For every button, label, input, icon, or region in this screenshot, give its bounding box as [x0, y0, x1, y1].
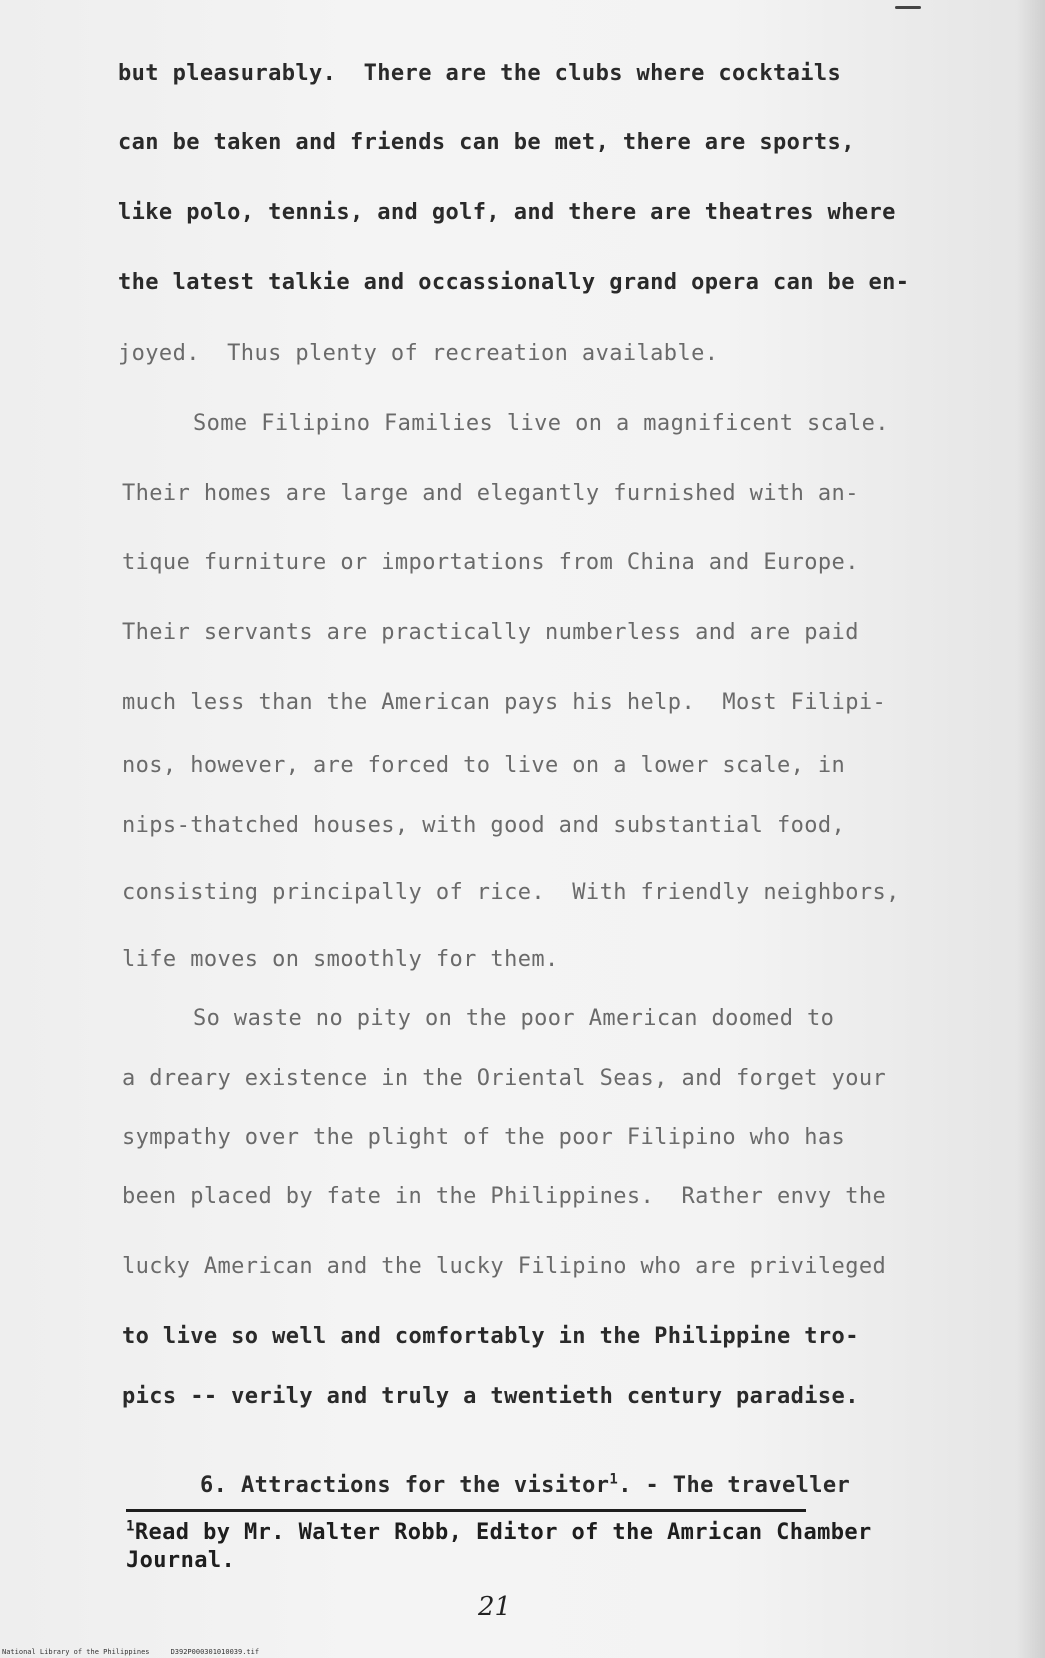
body-line-12: nips-thatched houses, with good and substantial food,	[122, 813, 846, 838]
body-line-7: Their homes are large and elegantly furnished with an-	[122, 481, 859, 506]
body-line-1: but pleasurably. There are the clubs where cocktails	[118, 61, 842, 86]
section-title: Attractions for the visitor	[240, 1473, 610, 1498]
body-line-19: lucky American and the lucky Filipino who are privileged	[122, 1254, 887, 1279]
body-line-13: consisting principally of rice. With friendly neighbors,	[122, 880, 900, 905]
footnote-text: Read by Mr. Walter Robb, Editor of the Amrican Chamber	[134, 1520, 872, 1545]
section-continuation: . - The traveller	[618, 1473, 851, 1498]
body-line-21: pics -- verily and truly a twentieth century paradise.	[122, 1384, 859, 1409]
section-heading	[200, 1472, 850, 1500]
section-number: 6.	[200, 1473, 228, 1498]
body-line-8: tique furniture or importations from China and Europe.	[122, 550, 859, 575]
footnote-line-2: Journal.	[126, 1548, 236, 1573]
footnote-reference: 1	[609, 1471, 619, 1488]
body-line-15: So waste no pity on the poor American doomed to	[193, 1006, 835, 1031]
body-line-9: Their servants are practically numberless and are paid	[122, 620, 859, 645]
body-line-17: sympathy over the plight of the poor Filipino who has	[122, 1125, 846, 1150]
footnote-divider	[126, 1509, 806, 1512]
body-line-20: to live so well and comfortably in the Philippine tro-	[122, 1324, 859, 1349]
scan-caption: National Library of the Philippines D392P000301010039.tif	[2, 1648, 260, 1656]
scan-shadow-edge	[1017, 0, 1045, 1658]
footnote-line-1	[126, 1520, 872, 1546]
body-line-6: Some Filipino Families live on a magnificent scale.	[193, 411, 889, 436]
page-number: 21	[478, 1592, 512, 1622]
body-line-3: like polo, tennis, and golf, and there are theatres where	[118, 200, 896, 225]
body-line-10: much less than the American pays his help. Most Filipi-	[122, 690, 887, 715]
footnote-marker: 1	[126, 1518, 135, 1535]
body-line-11: nos, however, are forced to live on a lower scale, in	[122, 753, 846, 778]
body-line-5: joyed. Thus plenty of recreation available.	[118, 341, 719, 366]
body-line-16: a dreary existence in the Oriental Seas, and forget your	[122, 1066, 887, 1091]
body-line-4: the latest talkie and occassionally grand opera can be en-	[118, 270, 910, 295]
body-line-14: life moves on smoothly for them.	[122, 947, 559, 972]
scan-smudge-mark	[895, 6, 921, 9]
body-line-18: been placed by fate in the Philippines. Rather envy the	[122, 1184, 887, 1209]
body-line-2: can be taken and friends can be met, there are sports,	[118, 130, 855, 155]
